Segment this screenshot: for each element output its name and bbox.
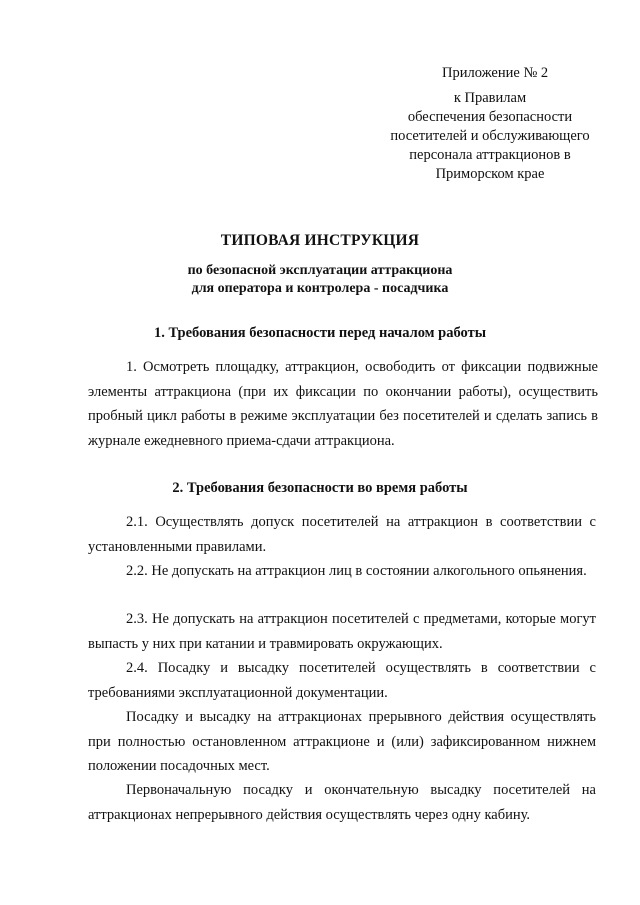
paragraph: Первоначальную посадку и окончательную высадку посетителей на аттракционах непрерывного действия осуществлять через одну кабину. — [88, 782, 596, 823]
appendix-line: к Правилам — [453, 90, 527, 106]
document-subtitle — [0, 262, 640, 298]
appendix-title: Приложение № 2 — [442, 65, 549, 81]
section-heading: 1. Требования безопасности перед началом работы — [153, 325, 487, 341]
appendix-line: персонала аттракционов в — [409, 147, 571, 163]
section-heading: 2. Требования безопасности во время работы — [172, 480, 468, 496]
document-title: ТИПОВАЯ ИНСТРУКЦИЯ — [220, 232, 420, 249]
appendix-line: посетителей и обслуживающего — [390, 128, 590, 144]
subtitle-line: по безопасной эксплуатации аттракциона — [187, 263, 453, 278]
paragraph: 2.1. Осуществлять допуск посетителей на аттракцион в соответствии с установленными правилами. — [88, 514, 596, 555]
paragraph: 1. Осмотреть площадку, аттракцион, освободить от фиксации подвижные элементы аттракциона (при их фиксации по окончании работы), осуществить пробный цикл работы в режиме эксплуатации без посетителей и сделать запись в журнале ежедневного приема-сдачи аттракциона. — [88, 359, 598, 449]
appendix-line: Приморском крае — [435, 166, 545, 182]
subtitle-line: для оператора и контролера - посадчика — [191, 281, 449, 296]
paragraph: Посадку и высадку на аттракционах прерывного действия осуществлять при полностью остановленном аттракционе и (или) зафиксированном нижнем положении посадочных мест. — [88, 709, 596, 774]
paragraph: 2.4. Посадку и высадку посетителей осуществлять в соответствии с требованиями эксплуатационной документации. — [88, 660, 596, 701]
paragraph: 2.3. Не допускать на аттракцион посетителей с предметами, которые могут выпасть у них при катании и травмировать окружающих. — [88, 611, 596, 652]
appendix-block — [380, 64, 600, 184]
paragraph: 2.2. Не допускать на аттракцион лиц в состоянии алкогольного опьянения. — [126, 563, 587, 579]
appendix-line: обеспечения безопасности — [407, 109, 573, 125]
